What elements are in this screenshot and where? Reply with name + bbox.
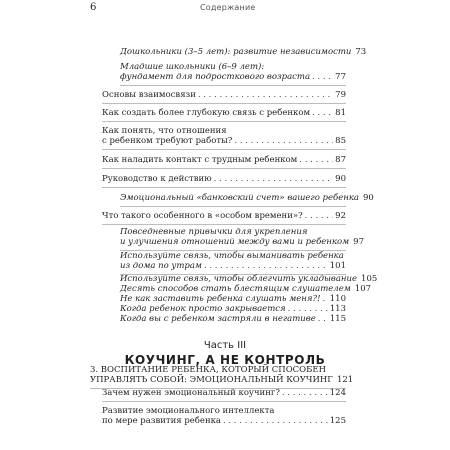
- toc-entry-page: 105: [361, 274, 378, 284]
- toc-entry-title: 3. ВОСПИТАНИЕ РЕБЕНКА, КОТОРЫЙ СПОСОБЕН: [90, 365, 327, 375]
- toc-entry-page: 85: [335, 136, 346, 146]
- toc-leader: [318, 314, 328, 324]
- toc-entry-page: 73: [355, 47, 367, 57]
- toc-entry-page: 121: [336, 375, 354, 385]
- toc-entry-page: 81: [335, 108, 346, 118]
- toc-leader: [282, 388, 328, 398]
- toc-leader: [198, 90, 333, 100]
- divider: [102, 168, 346, 169]
- divider: [102, 187, 346, 188]
- toc-entry-page: 115: [329, 314, 346, 324]
- toc-entry-page: 87: [335, 155, 346, 165]
- toc-leader: [305, 211, 334, 221]
- toc-entry-title: Младшие школьники (6–9 лет):: [120, 62, 265, 72]
- toc-leader: [234, 136, 333, 146]
- toc-leader: [288, 304, 328, 314]
- divider: [102, 149, 346, 150]
- toc-entry-title: Как понять, что отношения: [102, 126, 227, 136]
- divider: [102, 224, 346, 225]
- divider: [120, 85, 346, 86]
- toc-entry-title: Эмоциональный «банковский счет» вашего ребенка: [120, 193, 359, 203]
- toc-leader: [312, 72, 333, 82]
- divider: [102, 121, 346, 122]
- divider: [120, 206, 346, 207]
- toc-entry-title-cont: УПРАВЛЯТЬ СОБОЙ: ЭМОЦИОНАЛЬНЫЙ КОУЧИНГ: [90, 375, 333, 385]
- toc-entry-title: Используйте связь, чтобы облегчить укладывание: [120, 274, 358, 284]
- toc-entry-page: 113: [329, 304, 346, 314]
- toc-leader: [204, 261, 328, 271]
- toc-entry-title: Руководство к действию: [102, 174, 212, 184]
- toc-entry-title: Не как заставить ребенка слушать меня?!: [120, 294, 321, 304]
- toc-entry-page: 92: [335, 211, 346, 221]
- toc-entry-title: Зачем нужен эмоциональный коучинг?: [102, 388, 280, 398]
- divider: [102, 401, 346, 402]
- toc-entry-title: Что такого особенного в «особом времени»?: [102, 211, 303, 221]
- toc-entry-title: Основы взаимосвязи: [102, 90, 196, 100]
- divider: [102, 103, 346, 104]
- page-number: 6: [90, 2, 97, 13]
- toc-entry-page: 79: [335, 90, 346, 100]
- toc-entry-page: 90: [362, 193, 374, 203]
- toc-entry-title: Когда ребенок просто закрывается: [120, 304, 286, 314]
- toc-entry-page: 77: [335, 72, 346, 82]
- toc-entry-page: 107: [354, 284, 372, 294]
- toc-entry-page: 97: [353, 237, 364, 247]
- toc-entry-page: 124: [329, 388, 346, 398]
- toc-leader: [312, 108, 333, 118]
- toc-leader: [214, 174, 334, 184]
- toc-entry-title-cont: фундамент для подросткового возраста: [120, 72, 311, 82]
- toc-entry-title: Дошкольники (3–5 лет): развитие независимости: [120, 47, 352, 57]
- toc-entry-title: Когда вы с ребенком застряли в негативе: [120, 314, 316, 324]
- toc-entry-title-cont: по мере развития ребенка: [102, 416, 221, 426]
- toc-entry-page: 101: [329, 261, 346, 271]
- toc-leader: [223, 416, 328, 426]
- toc-entry-title-cont: из дома по утрам: [120, 261, 202, 271]
- toc-entry-title-cont: с ребенком требуют работы?: [102, 136, 233, 146]
- toc-entry-page: 125: [329, 416, 346, 426]
- toc-entry-page: 90: [335, 174, 346, 184]
- part-label: Часть III: [203, 340, 247, 351]
- toc-entry-page: 110: [329, 294, 346, 304]
- part-title: КОУЧИНГ, А НЕ КОНТРОЛЬ: [124, 353, 326, 367]
- toc-entry-title: Как создать более глубокую связь с ребенком: [102, 108, 311, 118]
- running-title: Содержание: [200, 3, 256, 12]
- toc-entry-title: Развитие эмоционального интеллекта: [102, 406, 275, 416]
- toc-entry-title-cont: и улучшения отношений между вами и ребенком: [120, 237, 350, 247]
- toc-leader: [299, 155, 333, 165]
- toc-entry-title: Десять способов стать блестящим слушателем: [120, 284, 351, 294]
- toc-entry-title: Повседневные привычки для укрепления: [120, 227, 308, 237]
- toc-entry-title: Используйте связь, чтобы выманивать ребенка: [120, 251, 344, 261]
- toc-entry-title: Как наладить контакт с трудным ребенком: [102, 155, 298, 165]
